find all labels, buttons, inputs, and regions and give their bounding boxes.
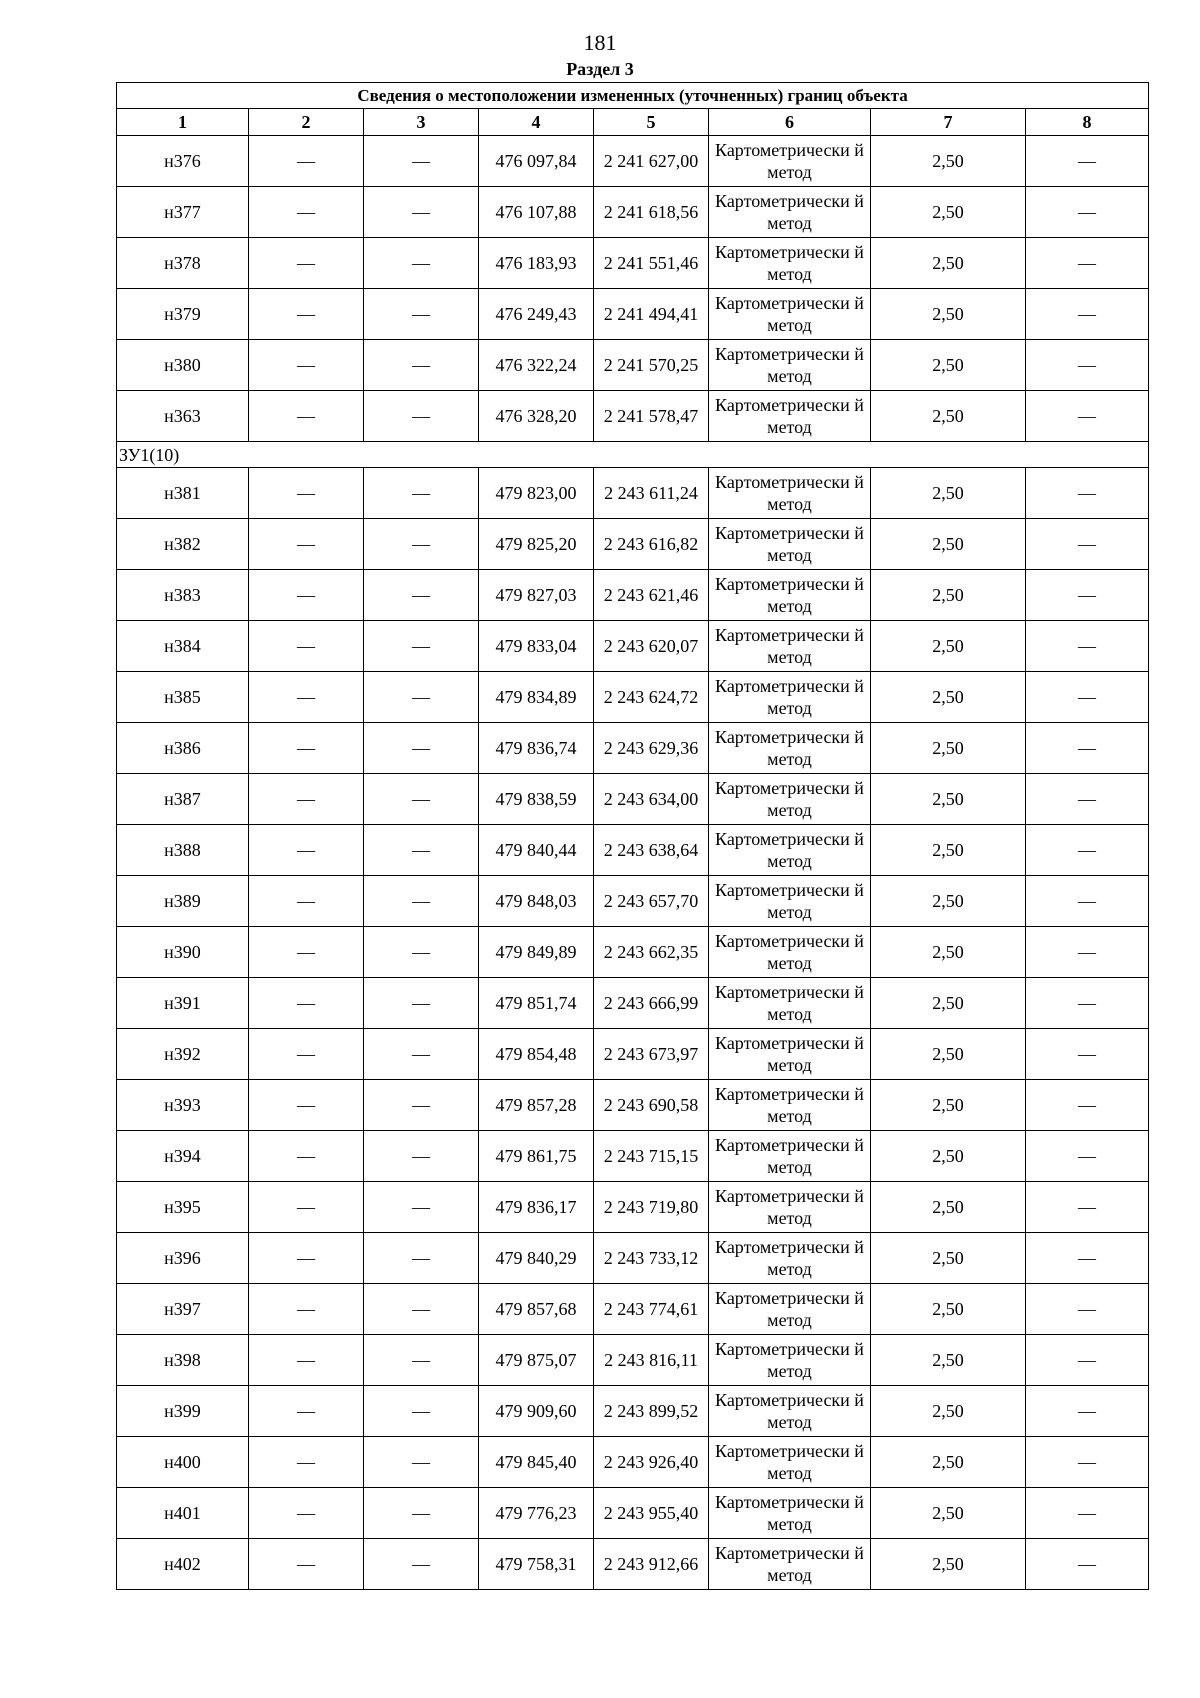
y-coordinate-cell: 2 241 578,47 [594, 391, 709, 442]
column-2-cell: — [249, 1233, 364, 1284]
column-8-cell: — [1026, 1131, 1149, 1182]
table-row [117, 1080, 1149, 1131]
column-3-cell: — [364, 136, 479, 187]
column-3-cell: — [364, 570, 479, 621]
y-coordinate-cell: 2 243 629,36 [594, 723, 709, 774]
column-number: 4 [479, 109, 594, 136]
x-coordinate-cell: 476 097,84 [479, 136, 594, 187]
point-number-cell: н390 [117, 927, 249, 978]
method-cell: Картометрически й метод [709, 1284, 871, 1335]
x-coordinate-cell: 479 851,74 [479, 978, 594, 1029]
method-cell: Картометрически й метод [709, 672, 871, 723]
point-number-cell: н384 [117, 621, 249, 672]
x-coordinate-cell: 479 861,75 [479, 1131, 594, 1182]
column-8-cell: — [1026, 468, 1149, 519]
column-2-cell: — [249, 1386, 364, 1437]
accuracy-cell: 2,50 [871, 1080, 1026, 1131]
table-row [117, 1131, 1149, 1182]
column-3-cell: — [364, 1182, 479, 1233]
method-cell: Картометрически й метод [709, 927, 871, 978]
point-number-cell: н398 [117, 1335, 249, 1386]
x-coordinate-cell: 479 776,23 [479, 1488, 594, 1539]
table-row [117, 1284, 1149, 1335]
method-cell: Картометрически й метод [709, 519, 871, 570]
table-row [117, 187, 1149, 238]
column-8-cell: — [1026, 723, 1149, 774]
accuracy-cell: 2,50 [871, 1335, 1026, 1386]
table-row [117, 774, 1149, 825]
column-3-cell: — [364, 340, 479, 391]
column-3-cell: — [364, 927, 479, 978]
column-2-cell: — [249, 340, 364, 391]
column-2-cell: — [249, 774, 364, 825]
y-coordinate-cell: 2 243 616,82 [594, 519, 709, 570]
method-cell: Картометрически й метод [709, 723, 871, 774]
y-coordinate-cell: 2 243 899,52 [594, 1386, 709, 1437]
y-coordinate-cell: 2 243 620,07 [594, 621, 709, 672]
accuracy-cell: 2,50 [871, 340, 1026, 391]
column-8-cell: — [1026, 1437, 1149, 1488]
page-number: 181 [583, 30, 617, 55]
column-2-cell: — [249, 1488, 364, 1539]
column-8-cell: — [1026, 825, 1149, 876]
method-cell: Картометрически й метод [709, 468, 871, 519]
accuracy-cell: 2,50 [871, 1488, 1026, 1539]
table-row [117, 1182, 1149, 1233]
table-row [117, 289, 1149, 340]
table-row [117, 136, 1149, 187]
accuracy-cell: 2,50 [871, 978, 1026, 1029]
x-coordinate-cell: 476 107,88 [479, 187, 594, 238]
table-row [117, 927, 1149, 978]
point-number-cell: н399 [117, 1386, 249, 1437]
x-coordinate-cell: 476 328,20 [479, 391, 594, 442]
y-coordinate-cell: 2 243 955,40 [594, 1488, 709, 1539]
method-cell: Картометрически й метод [709, 1182, 871, 1233]
point-number-cell: н391 [117, 978, 249, 1029]
point-number-cell: н401 [117, 1488, 249, 1539]
column-3-cell: — [364, 876, 479, 927]
column-2-cell: — [249, 1539, 364, 1590]
column-3-cell: — [364, 774, 479, 825]
table-row [117, 391, 1149, 442]
table-row [117, 1233, 1149, 1284]
column-2-cell: — [249, 289, 364, 340]
accuracy-cell: 2,50 [871, 136, 1026, 187]
accuracy-cell: 2,50 [871, 1182, 1026, 1233]
table-row [117, 468, 1149, 519]
accuracy-cell: 2,50 [871, 723, 1026, 774]
point-number-cell: н363 [117, 391, 249, 442]
y-coordinate-cell: 2 243 621,46 [594, 570, 709, 621]
y-coordinate-cell: 2 243 690,58 [594, 1080, 709, 1131]
y-coordinate-cell: 2 243 816,11 [594, 1335, 709, 1386]
x-coordinate-cell: 479 854,48 [479, 1029, 594, 1080]
column-2-cell: — [249, 978, 364, 1029]
column-2-cell: — [249, 825, 364, 876]
column-3-cell: — [364, 1488, 479, 1539]
column-8-cell: — [1026, 1335, 1149, 1386]
table-row [117, 570, 1149, 621]
y-coordinate-cell: 2 243 611,24 [594, 468, 709, 519]
column-8-cell: — [1026, 340, 1149, 391]
column-2-cell: — [249, 723, 364, 774]
method-cell: Картометрически й метод [709, 187, 871, 238]
x-coordinate-cell: 479 848,03 [479, 876, 594, 927]
method-cell: Картометрически й метод [709, 1488, 871, 1539]
accuracy-cell: 2,50 [871, 927, 1026, 978]
accuracy-cell: 2,50 [871, 1131, 1026, 1182]
group-label: ЗУ1(10) [117, 442, 1149, 468]
column-2-cell: — [249, 468, 364, 519]
point-number-cell: н379 [117, 289, 249, 340]
method-cell: Картометрически й метод [709, 238, 871, 289]
accuracy-cell: 2,50 [871, 238, 1026, 289]
y-coordinate-cell: 2 241 627,00 [594, 136, 709, 187]
column-number: 2 [249, 109, 364, 136]
column-2-cell: — [249, 1131, 364, 1182]
column-3-cell: — [364, 1029, 479, 1080]
column-2-cell: — [249, 1029, 364, 1080]
table-row [117, 978, 1149, 1029]
table-row [117, 519, 1149, 570]
column-8-cell: — [1026, 519, 1149, 570]
x-coordinate-cell: 479 825,20 [479, 519, 594, 570]
table-title: Сведения о местоположении измененных (уточненных) границ объекта [117, 83, 1149, 109]
point-number-cell: н400 [117, 1437, 249, 1488]
table-row [117, 1029, 1149, 1080]
column-8-cell: — [1026, 1284, 1149, 1335]
x-coordinate-cell: 476 183,93 [479, 238, 594, 289]
column-8-cell: — [1026, 187, 1149, 238]
point-number-cell: н395 [117, 1182, 249, 1233]
column-8-cell: — [1026, 774, 1149, 825]
point-number-cell: н394 [117, 1131, 249, 1182]
point-number-cell: н378 [117, 238, 249, 289]
table-row [117, 876, 1149, 927]
table-caption-row [117, 83, 1149, 109]
accuracy-cell: 2,50 [871, 187, 1026, 238]
method-cell: Картометрически й метод [709, 1437, 871, 1488]
y-coordinate-cell: 2 241 618,56 [594, 187, 709, 238]
column-number: 7 [871, 109, 1026, 136]
table-row [117, 621, 1149, 672]
table-row [117, 340, 1149, 391]
y-coordinate-cell: 2 243 926,40 [594, 1437, 709, 1488]
table-row [117, 238, 1149, 289]
column-8-cell: — [1026, 570, 1149, 621]
column-number: 6 [709, 109, 871, 136]
point-number-cell: н380 [117, 340, 249, 391]
x-coordinate-cell: 479 823,00 [479, 468, 594, 519]
column-3-cell: — [364, 723, 479, 774]
y-coordinate-cell: 2 243 715,15 [594, 1131, 709, 1182]
y-coordinate-cell: 2 241 494,41 [594, 289, 709, 340]
column-2-cell: — [249, 1080, 364, 1131]
column-8-cell: — [1026, 978, 1149, 1029]
x-coordinate-cell: 479 909,60 [479, 1386, 594, 1437]
point-number-cell: н376 [117, 136, 249, 187]
x-coordinate-cell: 479 840,29 [479, 1233, 594, 1284]
x-coordinate-cell: 479 836,17 [479, 1182, 594, 1233]
y-coordinate-cell: 2 243 912,66 [594, 1539, 709, 1590]
column-8-cell: — [1026, 1386, 1149, 1437]
table-row [117, 1539, 1149, 1590]
column-3-cell: — [364, 1539, 479, 1590]
method-cell: Картометрически й метод [709, 825, 871, 876]
column-3-cell: — [364, 1233, 479, 1284]
accuracy-cell: 2,50 [871, 1233, 1026, 1284]
method-cell: Картометрически й метод [709, 1029, 871, 1080]
column-2-cell: — [249, 1437, 364, 1488]
column-8-cell: — [1026, 391, 1149, 442]
column-2-cell: — [249, 1182, 364, 1233]
x-coordinate-cell: 479 836,74 [479, 723, 594, 774]
column-number: 5 [594, 109, 709, 136]
accuracy-cell: 2,50 [871, 1539, 1026, 1590]
x-coordinate-cell: 479 827,03 [479, 570, 594, 621]
y-coordinate-cell: 2 243 719,80 [594, 1182, 709, 1233]
x-coordinate-cell: 479 758,31 [479, 1539, 594, 1590]
column-2-cell: — [249, 391, 364, 442]
method-cell: Картометрически й метод [709, 1233, 871, 1284]
method-cell: Картометрически й метод [709, 978, 871, 1029]
accuracy-cell: 2,50 [871, 1437, 1026, 1488]
column-2-cell: — [249, 927, 364, 978]
method-cell: Картометрически й метод [709, 340, 871, 391]
column-8-cell: — [1026, 289, 1149, 340]
column-2-cell: — [249, 238, 364, 289]
point-number-cell: н383 [117, 570, 249, 621]
accuracy-cell: 2,50 [871, 391, 1026, 442]
point-number-cell: н377 [117, 187, 249, 238]
column-8-cell: — [1026, 672, 1149, 723]
point-number-cell: н382 [117, 519, 249, 570]
point-number-cell: н387 [117, 774, 249, 825]
column-2-cell: — [249, 1284, 364, 1335]
method-cell: Картометрически й метод [709, 1080, 871, 1131]
table-row [117, 1386, 1149, 1437]
y-coordinate-cell: 2 241 551,46 [594, 238, 709, 289]
x-coordinate-cell: 476 249,43 [479, 289, 594, 340]
accuracy-cell: 2,50 [871, 1386, 1026, 1437]
accuracy-cell: 2,50 [871, 468, 1026, 519]
column-8-cell: — [1026, 238, 1149, 289]
accuracy-cell: 2,50 [871, 672, 1026, 723]
column-3-cell: — [364, 621, 479, 672]
column-8-cell: — [1026, 1488, 1149, 1539]
column-8-cell: — [1026, 927, 1149, 978]
accuracy-cell: 2,50 [871, 825, 1026, 876]
point-number-cell: н388 [117, 825, 249, 876]
accuracy-cell: 2,50 [871, 289, 1026, 340]
point-number-cell: н396 [117, 1233, 249, 1284]
section-title: Раздел 3 [566, 59, 634, 79]
column-number: 3 [364, 109, 479, 136]
y-coordinate-cell: 2 243 662,35 [594, 927, 709, 978]
y-coordinate-cell: 2 243 733,12 [594, 1233, 709, 1284]
accuracy-cell: 2,50 [871, 1029, 1026, 1080]
method-cell: Картометрически й метод [709, 136, 871, 187]
y-coordinate-cell: 2 243 774,61 [594, 1284, 709, 1335]
table-row [117, 723, 1149, 774]
method-cell: Картометрически й метод [709, 1386, 871, 1437]
column-8-cell: — [1026, 621, 1149, 672]
column-3-cell: — [364, 289, 479, 340]
column-3-cell: — [364, 1080, 479, 1131]
y-coordinate-cell: 2 243 624,72 [594, 672, 709, 723]
x-coordinate-cell: 479 857,28 [479, 1080, 594, 1131]
x-coordinate-cell: 479 849,89 [479, 927, 594, 978]
column-3-cell: — [364, 825, 479, 876]
column-2-cell: — [249, 621, 364, 672]
x-coordinate-cell: 476 322,24 [479, 340, 594, 391]
method-cell: Картометрически й метод [709, 876, 871, 927]
column-3-cell: — [364, 187, 479, 238]
column-8-cell: — [1026, 1080, 1149, 1131]
accuracy-cell: 2,50 [871, 1284, 1026, 1335]
method-cell: Картометрически й метод [709, 1131, 871, 1182]
point-number-cell: н392 [117, 1029, 249, 1080]
column-3-cell: — [364, 1131, 479, 1182]
column-2-cell: — [249, 876, 364, 927]
method-cell: Картометрически й метод [709, 289, 871, 340]
point-number-cell: н381 [117, 468, 249, 519]
column-2-cell: — [249, 519, 364, 570]
column-3-cell: — [364, 519, 479, 570]
column-number-row [117, 109, 1149, 136]
method-cell: Картометрически й метод [709, 1335, 871, 1386]
column-3-cell: — [364, 391, 479, 442]
column-3-cell: — [364, 1284, 479, 1335]
table-row [117, 825, 1149, 876]
accuracy-cell: 2,50 [871, 774, 1026, 825]
x-coordinate-cell: 479 834,89 [479, 672, 594, 723]
boundary-table [116, 82, 1149, 1590]
x-coordinate-cell: 479 857,68 [479, 1284, 594, 1335]
x-coordinate-cell: 479 840,44 [479, 825, 594, 876]
column-3-cell: — [364, 1437, 479, 1488]
column-8-cell: — [1026, 1539, 1149, 1590]
x-coordinate-cell: 479 875,07 [479, 1335, 594, 1386]
point-number-cell: н397 [117, 1284, 249, 1335]
y-coordinate-cell: 2 243 638,64 [594, 825, 709, 876]
method-cell: Картометрически й метод [709, 621, 871, 672]
method-cell: Картометрически й метод [709, 570, 871, 621]
table-row [117, 1437, 1149, 1488]
column-2-cell: — [249, 570, 364, 621]
column-3-cell: — [364, 1335, 479, 1386]
point-number-cell: н389 [117, 876, 249, 927]
x-coordinate-cell: 479 833,04 [479, 621, 594, 672]
group-label-row [117, 442, 1149, 468]
column-3-cell: — [364, 978, 479, 1029]
column-2-cell: — [249, 1335, 364, 1386]
column-2-cell: — [249, 136, 364, 187]
column-8-cell: — [1026, 1029, 1149, 1080]
column-3-cell: — [364, 1386, 479, 1437]
table-row [117, 1488, 1149, 1539]
x-coordinate-cell: 479 845,40 [479, 1437, 594, 1488]
method-cell: Картометрически й метод [709, 1539, 871, 1590]
column-8-cell: — [1026, 876, 1149, 927]
point-number-cell: н393 [117, 1080, 249, 1131]
table-row [117, 672, 1149, 723]
column-3-cell: — [364, 238, 479, 289]
column-8-cell: — [1026, 136, 1149, 187]
point-number-cell: н402 [117, 1539, 249, 1590]
accuracy-cell: 2,50 [871, 519, 1026, 570]
column-3-cell: — [364, 468, 479, 519]
x-coordinate-cell: 479 838,59 [479, 774, 594, 825]
y-coordinate-cell: 2 243 657,70 [594, 876, 709, 927]
column-2-cell: — [249, 187, 364, 238]
method-cell: Картометрически й метод [709, 774, 871, 825]
column-8-cell: — [1026, 1182, 1149, 1233]
accuracy-cell: 2,50 [871, 876, 1026, 927]
point-number-cell: н386 [117, 723, 249, 774]
column-number: 1 [117, 109, 249, 136]
y-coordinate-cell: 2 243 634,00 [594, 774, 709, 825]
method-cell: Картометрически й метод [709, 391, 871, 442]
column-3-cell: — [364, 672, 479, 723]
y-coordinate-cell: 2 243 673,97 [594, 1029, 709, 1080]
accuracy-cell: 2,50 [871, 570, 1026, 621]
table-row [117, 1335, 1149, 1386]
column-number: 8 [1026, 109, 1149, 136]
column-2-cell: — [249, 672, 364, 723]
accuracy-cell: 2,50 [871, 621, 1026, 672]
point-number-cell: н385 [117, 672, 249, 723]
column-8-cell: — [1026, 1233, 1149, 1284]
y-coordinate-cell: 2 243 666,99 [594, 978, 709, 1029]
y-coordinate-cell: 2 241 570,25 [594, 340, 709, 391]
